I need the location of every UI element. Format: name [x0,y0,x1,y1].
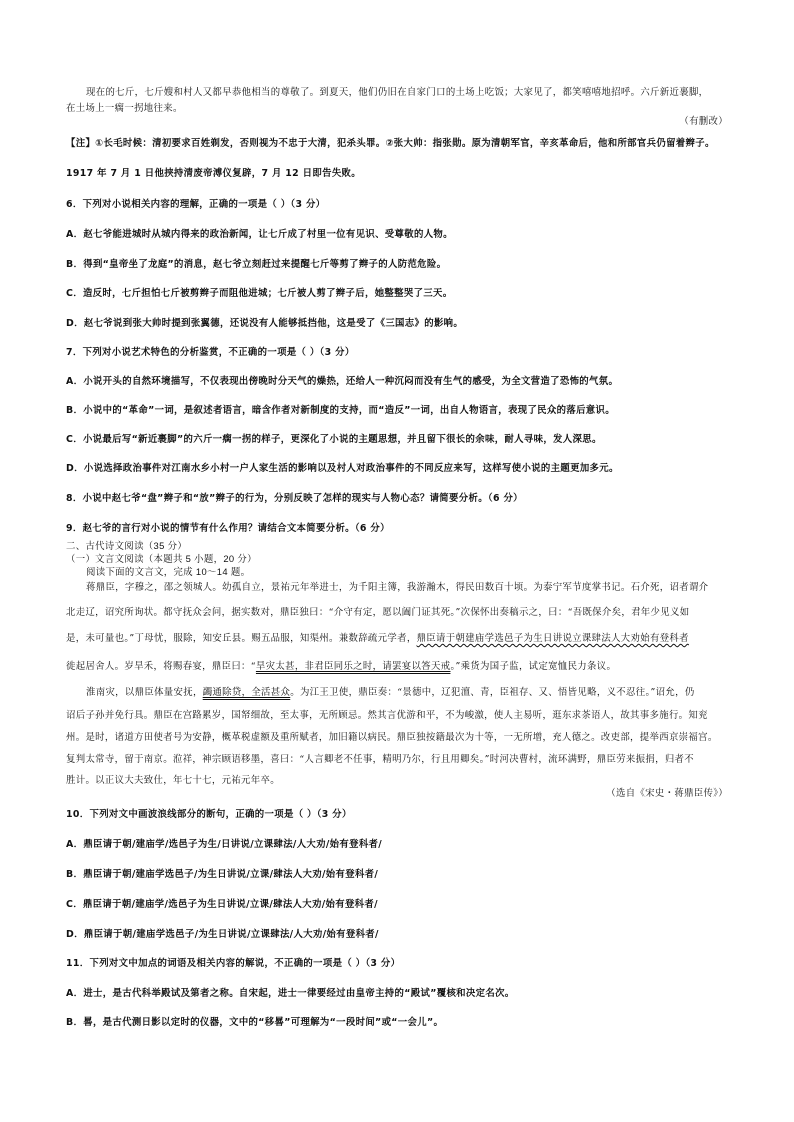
question-9: 9．赵七爷的言行对小说的情节有什么作用？请结合文本简要分析。（6 分） [66,523,390,534]
q7-option-a: A．小说开头的自然环境描写，不仅表现出傍晚时分天气的燥热，还给人一种沉闷而没有生气的感受，为全文营造了恐怖的气氛。 [66,376,619,387]
q7-option-d: D．小说选择政治事件对江南水乡小村一户人家生活的影响以及村人对政治事件的不同反应来写，这样写使小说的主题更加多元。 [66,463,619,474]
q7-option-b: B．小说中的“革命”一词，是叙述者语言，暗含作者对新制度的支持，而“造反”一词，出自人物语言，表现了民众的落后意识。 [66,405,615,416]
classical-line: 复判太常寺，留于南京。涖祥，神宗顾语移墨，喜曰：“人言卿老不任事，精明乃尔，行且用卿矣。”时河决曹村，流环满野，鼎臣劳来振捐，归者不 [66,754,694,765]
q11-option-a: A．进士，是古代科举殿试及第者之称。自宋起，进士一律要经过由皇帝主持的“殿试”覆核和决定名次。 [66,988,515,999]
q10-option-d: D．鼎臣请于朝/建庙学选邑子/为生日讲说/立课肆法/人大劝/始有登科者/ [66,929,379,940]
classical-line: 诏后子孙并免行具。鼎臣在宫路累岁，国帑细故，至太事，无所顾忌。然其言优游和平，不为峻激，使人主易听，逛东求茶语人，故其事多施行。知兖 [66,710,708,721]
classical-line: 蒋鼎臣，字穆之，邵之领城人。幼孤自立，景祐元年举进士，为千阳主簿，我游瀚木，得民田数百十顷。为泰宁军节度掌书记。石介死，诏者谓介 [86,582,709,593]
classical-text: 。”乘货为国子监，试定宽恤民力条议。 [450,661,617,672]
underlined-sentence: 旱灾太甚，非君臣同乐之时，请罢宴以答天戒 [255,661,451,672]
classical-line: 北走辽，诏究所询状。都守抚众会问，据实数对，鼎臣独曰：“介守有定，愿以阖门证其死。”次保怀出奏稿示之，曰：“吾既保介矣，君年少见义如 [66,607,690,618]
q6-option-c: C．造反时，七斤担怕七斤被剪辫子而阻他进城；七斤被人剪了辫子后，她整整哭了三天。 [66,288,453,299]
section-subtitle: （一）文言文阅读（本题共 5 小题，20 分） [66,553,257,564]
q7-option-c: C．小说最后写“新近裹脚”的六斤一瘸一拐的样子，更深化了小说的主题思想，并且留下很长的余味，耐人寻味，发人深思。 [66,434,602,445]
question-6-stem: 6．下列对小说相关内容的理解，正确的一项是（ ）（3 分） [66,199,326,210]
q10-option-b: B．鼎臣请于朝/建庙学选邑子/为生日讲说/立课/肆法人大劝/始有登科者/ [66,869,379,880]
q10-option-a: A．鼎臣请于朝/建庙学/选邑子为生/日讲说/立课肆法/人大劝/始有登科者/ [66,839,383,850]
q6-option-a: A．赵七爷能进城时从城内得来的政治新闻，让七斤成了村里一位有见识、受尊敬的人物。 [66,229,453,240]
classical-line [66,660,734,673]
classical-line [66,632,734,645]
question-7-stem: 7．下列对小说艺术特色的分析鉴赏，不正确的一项是（ ）（3 分） [66,347,355,358]
q6-option-b: B．得到“皇帝坐了龙庭”的消息，赵七爷立刻赶过来提醒七斤等剪了辫子的人防范危险。 [66,259,447,270]
classical-line: 州。是时，诸道方田使者号为安静，概革税虚额及重所赋者，加旧籍以病民。鼎臣独按籍最次为十等，一无所增，充人德之。改吏部，提举西京崇福宫。 [66,732,718,743]
classical-line: 胜计。以正议大夫致仕，年七十七，元祐元年卒。 [66,775,280,786]
classical-line [66,686,734,699]
section-instruction: 阅读下面的文言文，完成 10～14 题。 [86,566,251,577]
classical-text: 。为江王卫使，鼎臣奏：“景德中，辽犯澶、青，臣祖存、又、悟皆见略，义不忍往。”诏允，仍 [290,687,695,698]
wavy-underlined-passage: 鼎臣请于朝建庙学选邑子为生日讲说立课肆法人大劝始有登科者 [416,633,689,644]
underlined-sentence: 蠲通除贷，全活甚众 [202,687,291,698]
section-title: 二、古代诗文阅读（35 分） [66,540,188,551]
q11-option-b: B．晷，是古代测日影以定时的仪器，文中的“移晷”可理解为“一段时间”或“一会儿”。 [66,1017,444,1028]
q10-option-c: C．鼎臣请于朝/建庙学/选邑子为生日讲说/立课/肆法人大劝/始有登科者/ [66,899,378,910]
story-line: 现在的七斤，七斤嫂和村人又都早恭他相当的尊敬了。到夏天，他们仍旧在自家门口的土场上吃饭；大家见了，都笑嘻嘻地招呼。六斤新近裹脚， [86,87,709,98]
classical-text: 是，未可量也。”丁母忧，服除，知安丘县。赐五品服，知渠州。兼数辞疏元学者， [66,633,417,644]
question-10-stem: 10．下列对文中画波浪线部分的断句，正确的一项是（ ）（3 分） [66,809,352,820]
classical-text: 徙起居舍人。岁旱禾，将赐春宴，鼎臣曰：“ [66,661,256,672]
q6-option-d: D．赵七爷说到张大帅时提到张翼德，还说没有人能够抵挡他，这是受了《三国志》的影响。 [66,318,464,329]
classical-text: 淮南灾，以鼎臣体量安抚， [86,687,203,698]
story-source: （有删改） [679,116,728,127]
story-line: 在土场上一瘸一拐地往来。 [66,103,183,114]
note-line: 1917 年 7 月 1 日他挟持清废帝溥仪复辟，7 月 12 日即告失败。 [66,168,361,179]
classical-source: （选自《宋史・蒋鼎臣传》） [606,788,728,799]
note-line: 【注】①长毛时候：清初要求百姓剃发，否则视为不忠于大清，犯杀头罪。②张大帅：指张勋。原为清朝军官，辛亥革命后，他和所部官兵仍留着辫子。 [66,138,715,149]
question-8: 8．小说中赵七爷“盘”辫子和“放”辫子的行为，分别反映了怎样的现实与人物心态？请简要分析。（6 分） [66,493,523,504]
question-11-stem: 11．下列对文中加点的词语及相关内容的解说，不正确的一项是（ ）（3 分） [66,958,401,969]
